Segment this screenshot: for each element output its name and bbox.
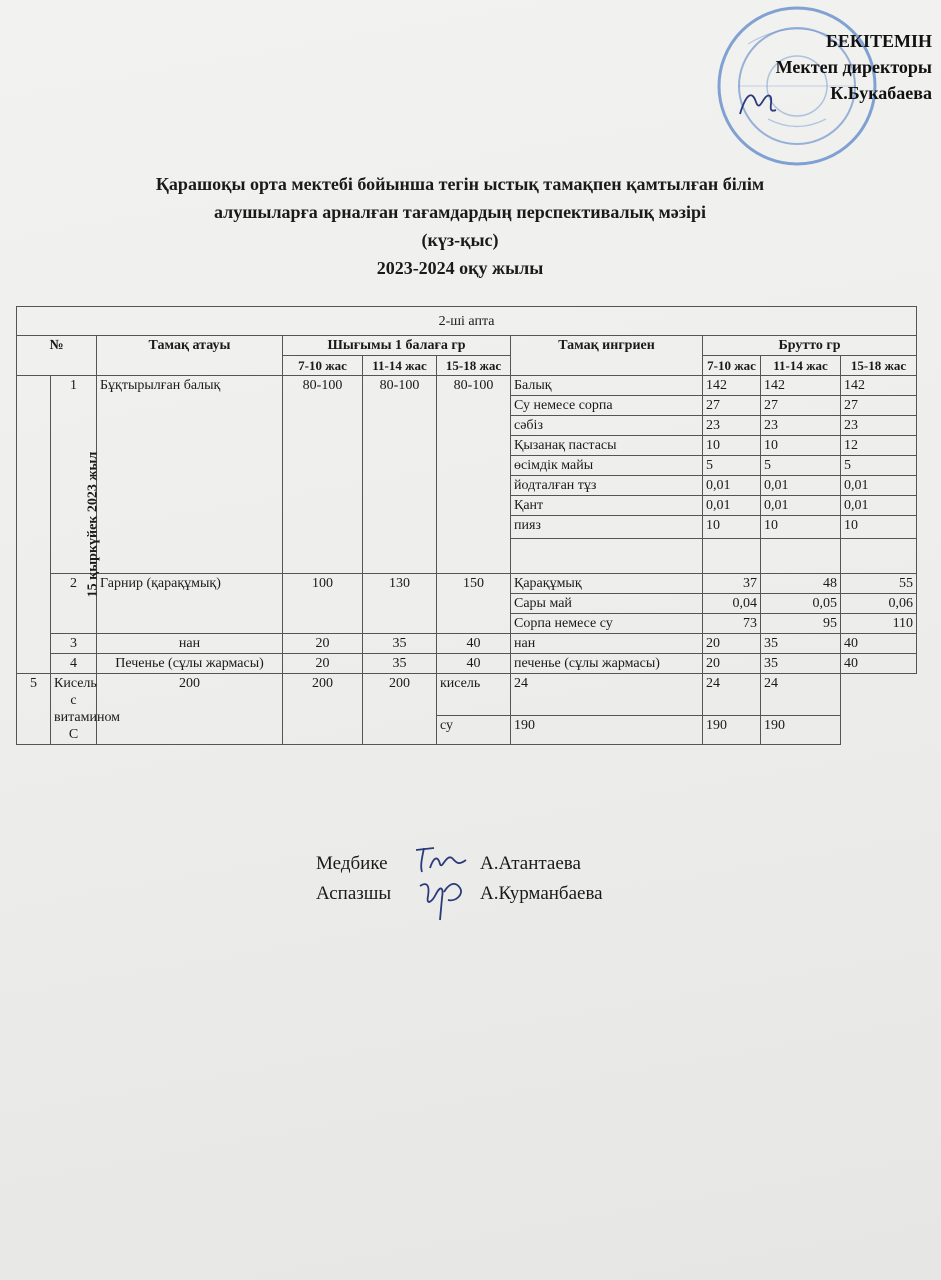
gross-2: 95 xyxy=(761,614,841,634)
gross-1: 5 xyxy=(703,456,761,476)
dish-name: Бұқтырылған балық xyxy=(97,376,283,574)
ingredient-name: пияз xyxy=(511,516,703,539)
empty-cell xyxy=(761,539,841,574)
ingredient-name: Қарақұмық xyxy=(511,574,703,594)
ingredient-name: печенье (сұлы жармасы) xyxy=(511,654,703,674)
title-line-4: 2023-2024 оқу жылы xyxy=(376,258,544,278)
header-out-age-1: 7-10 жас xyxy=(283,356,363,376)
header-ingredients: Тамақ ингриен xyxy=(511,336,703,376)
dish-num: 1 xyxy=(51,376,97,574)
approval-position: Мектеп директоры xyxy=(775,57,932,77)
gross-1: 23 xyxy=(703,416,761,436)
table-row xyxy=(17,634,917,654)
gross-1: 190 xyxy=(511,716,703,745)
gross-2: 0,01 xyxy=(761,496,841,516)
gross-3: 10 xyxy=(841,516,917,539)
gross-1: 24 xyxy=(511,674,703,716)
header-out-age-2: 11-14 жас xyxy=(363,356,437,376)
dish-num: 3 xyxy=(51,634,97,654)
dish-out-2: 200 xyxy=(283,674,363,745)
ingredient-name: сәбіз xyxy=(511,416,703,436)
dish-name: Кисель с витамином С xyxy=(51,674,97,745)
gross-3: 0,06 xyxy=(841,594,917,614)
document-title xyxy=(60,170,860,282)
gross-3: 110 xyxy=(841,614,917,634)
header-row-1 xyxy=(17,336,917,356)
ingredient-name: Сары май xyxy=(511,594,703,614)
table-row xyxy=(17,376,917,396)
gross-1: 0,04 xyxy=(703,594,761,614)
ingredient-name: өсімдік майы xyxy=(511,456,703,476)
approval-name: К.Букабаева xyxy=(830,83,932,103)
header-output: Шығымы 1 балаға гр xyxy=(283,336,511,356)
gross-2: 142 xyxy=(761,376,841,396)
header-gross: Брутто гр xyxy=(703,336,917,356)
gross-2: 35 xyxy=(761,654,841,674)
table-row xyxy=(17,674,917,716)
dish-name: нан xyxy=(97,634,283,654)
header-gross-age-1: 7-10 жас xyxy=(703,356,761,376)
nurse-signature xyxy=(412,842,470,876)
gross-1: 0,01 xyxy=(703,476,761,496)
gross-1: 73 xyxy=(703,614,761,634)
gross-1: 10 xyxy=(703,436,761,456)
approval-title: БЕКІТЕМІН xyxy=(826,31,932,51)
gross-3: 23 xyxy=(841,416,917,436)
ingredient-name: Қант xyxy=(511,496,703,516)
dish-out-2: 35 xyxy=(363,654,437,674)
dish-num: 2 xyxy=(51,574,97,634)
dish-out-3: 40 xyxy=(437,634,511,654)
gross-1: 20 xyxy=(703,634,761,654)
dish-name: Гарнир (қарақұмық) xyxy=(97,574,283,634)
menu-table xyxy=(16,306,917,745)
ingredient-name: нан xyxy=(511,634,703,654)
cook-role: Аспазшы xyxy=(316,883,392,904)
gross-3: 142 xyxy=(841,376,917,396)
cook-signature xyxy=(414,872,468,924)
empty-cell xyxy=(841,539,917,574)
table-row xyxy=(17,654,917,674)
title-line-2: алушыларға арналған тағамдардың перспективалық мәзірі xyxy=(213,202,707,222)
gross-3: 27 xyxy=(841,396,917,416)
empty-cell xyxy=(703,539,761,574)
nurse-name: А.Атантаева xyxy=(480,853,581,874)
dish-out-3: 40 xyxy=(437,654,511,674)
title-line-1: Қарашоқы орта мектебі бойынша тегін ыстық тамақпен қамтылған білім xyxy=(155,174,765,194)
dish-out-1: 100 xyxy=(283,574,363,634)
gross-3: 0,01 xyxy=(841,496,917,516)
dish-name: Печенье (сұлы жармасы) xyxy=(97,654,283,674)
gross-3: 55 xyxy=(841,574,917,594)
gross-1: 37 xyxy=(703,574,761,594)
gross-2: 35 xyxy=(761,634,841,654)
table-row xyxy=(17,574,917,594)
dish-out-2: 80-100 xyxy=(363,376,437,574)
dish-out-3: 200 xyxy=(363,674,437,745)
ingredient-name: Су немесе сорпа xyxy=(511,396,703,416)
gross-2: 23 xyxy=(761,416,841,436)
title-line-3: (күз-қыс) xyxy=(421,230,499,250)
gross-3: 190 xyxy=(761,716,841,745)
dish-out-3: 80-100 xyxy=(437,376,511,574)
gross-2: 5 xyxy=(761,456,841,476)
gross-1: 142 xyxy=(703,376,761,396)
dish-out-1: 200 xyxy=(97,674,283,745)
header-dish: Тамақ атауы xyxy=(97,336,283,376)
gross-2: 0,01 xyxy=(761,476,841,496)
gross-3: 24 xyxy=(761,674,841,716)
ingredient-name: Балық xyxy=(511,376,703,396)
gross-2: 24 xyxy=(703,674,761,716)
header-gross-age-3: 15-18 жас xyxy=(841,356,917,376)
header-gross-age-2: 11-14 жас xyxy=(761,356,841,376)
dish-out-2: 35 xyxy=(363,634,437,654)
empty-cell xyxy=(511,539,703,574)
approval-block xyxy=(722,28,932,106)
gross-1: 10 xyxy=(703,516,761,539)
gross-2: 190 xyxy=(703,716,761,745)
nurse-role: Медбике xyxy=(316,853,388,874)
gross-3: 0,01 xyxy=(841,476,917,496)
dish-out-3: 150 xyxy=(437,574,511,634)
header-out-age-3: 15-18 жас xyxy=(437,356,511,376)
gross-2: 10 xyxy=(761,436,841,456)
dish-out-1: 20 xyxy=(283,634,363,654)
ingredient-name: Қызанақ пастасы xyxy=(511,436,703,456)
dish-out-1: 80-100 xyxy=(283,376,363,574)
dish-out-2: 130 xyxy=(363,574,437,634)
dish-num: 5 xyxy=(17,674,51,745)
ingredient-name: су xyxy=(437,716,511,745)
gross-1: 20 xyxy=(703,654,761,674)
dish-out-1: 20 xyxy=(283,654,363,674)
gross-2: 27 xyxy=(761,396,841,416)
gross-2: 48 xyxy=(761,574,841,594)
gross-3: 12 xyxy=(841,436,917,456)
header-num: № xyxy=(17,336,97,376)
dish-num: 4 xyxy=(51,654,97,674)
gross-3: 5 xyxy=(841,456,917,476)
ingredient-name: йодталған тұз xyxy=(511,476,703,496)
date-label: 15 қыркүйек 2023 жыл xyxy=(85,451,101,598)
gross-2: 0,05 xyxy=(761,594,841,614)
gross-1: 0,01 xyxy=(703,496,761,516)
gross-1: 27 xyxy=(703,396,761,416)
ingredient-name: кисель xyxy=(437,674,511,716)
week-row xyxy=(17,307,917,336)
ingredient-name: Сорпа немесе су xyxy=(511,614,703,634)
gross-3: 40 xyxy=(841,654,917,674)
gross-3: 40 xyxy=(841,634,917,654)
week-label: 2-ші апта xyxy=(17,307,917,336)
gross-2: 10 xyxy=(761,516,841,539)
cook-name: А.Курманбаева xyxy=(480,883,603,904)
date-cell xyxy=(17,376,101,674)
